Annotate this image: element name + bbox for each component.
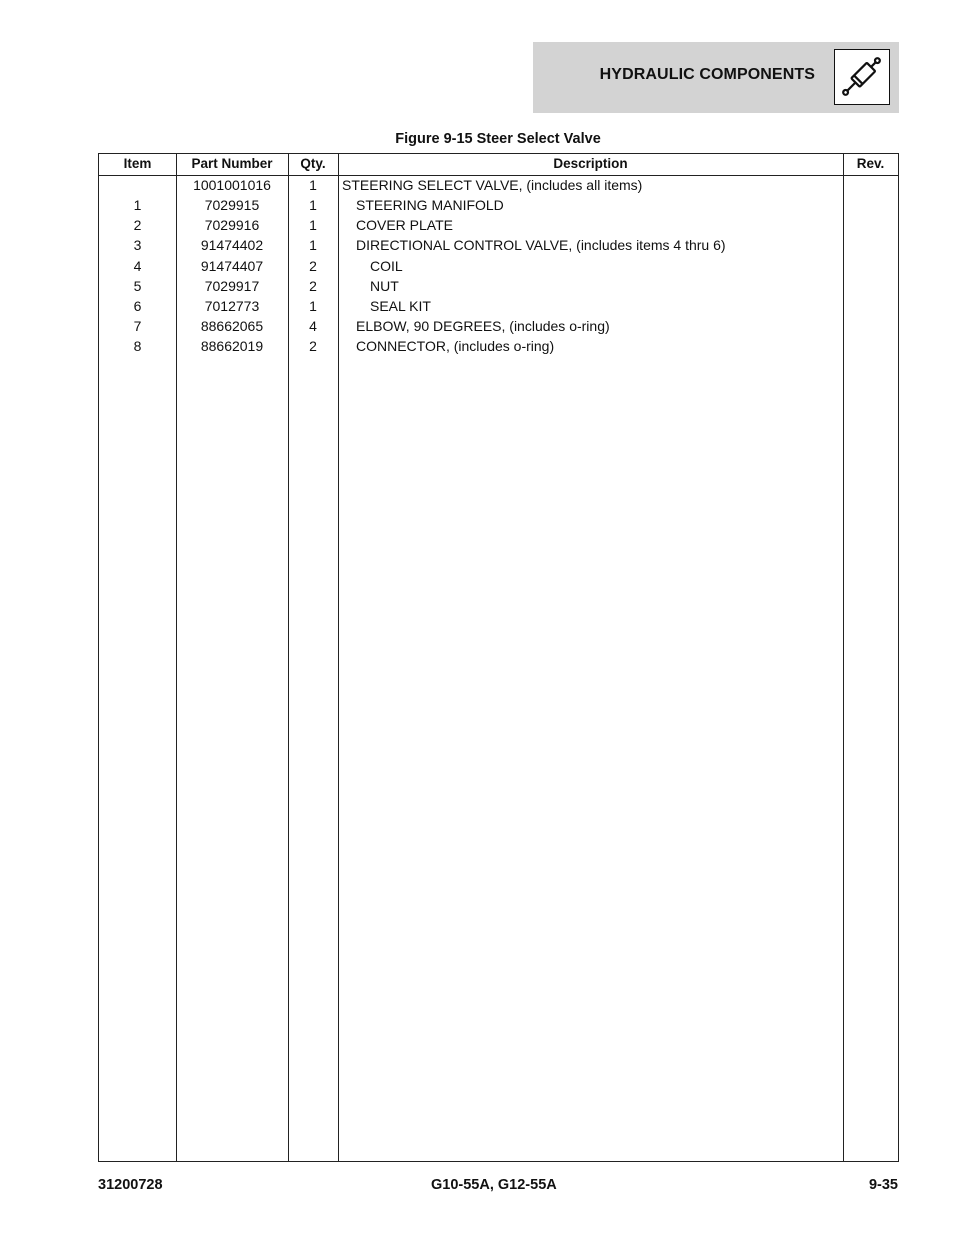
qty-cell: 2 bbox=[309, 257, 317, 274]
table-row bbox=[99, 276, 898, 296]
table-row bbox=[99, 336, 898, 356]
description-cell: COIL bbox=[370, 257, 403, 274]
part-number-cell: 91474407 bbox=[200, 257, 264, 274]
section-title: HYDRAULIC COMPONENTS bbox=[599, 66, 815, 83]
section-header bbox=[533, 42, 899, 113]
description-cell: ELBOW, 90 DEGREES, (includes o-ring) bbox=[356, 318, 610, 335]
part-number-cell: 88662019 bbox=[200, 338, 264, 355]
description-cell: CONNECTOR, (includes o-ring) bbox=[356, 338, 555, 355]
part-number-cell: 88662065 bbox=[200, 318, 264, 335]
table-header bbox=[99, 154, 898, 176]
part-number-cell: 7029916 bbox=[204, 217, 260, 234]
qty-cell: 1 bbox=[309, 297, 317, 314]
item-cell: 6 bbox=[133, 297, 142, 314]
part-number-cell: 7012773 bbox=[204, 297, 260, 314]
item-cell: 5 bbox=[133, 277, 142, 294]
description-cell: COVER PLATE bbox=[356, 217, 453, 234]
part-number-cell: 1001001016 bbox=[193, 177, 271, 193]
header-part-number: Part Number bbox=[191, 156, 273, 171]
item-cell: 1 bbox=[133, 197, 142, 214]
item-cell: 2 bbox=[133, 217, 142, 234]
item-cell: 8 bbox=[133, 338, 142, 355]
table-row bbox=[99, 175, 898, 195]
qty-cell: 1 bbox=[309, 177, 317, 193]
figure-title: Figure 9-15 Steer Select Valve bbox=[395, 131, 601, 147]
qty-cell: 1 bbox=[309, 237, 317, 254]
item-cell: 7 bbox=[133, 318, 142, 335]
header-description: Description bbox=[553, 156, 628, 171]
header-rev: Rev. bbox=[856, 156, 885, 171]
document-number: 31200728 bbox=[98, 1177, 163, 1193]
item-cell: 3 bbox=[133, 237, 142, 254]
description-cell: SEAL KIT bbox=[370, 297, 431, 314]
parts-table bbox=[98, 153, 899, 1162]
table-row bbox=[99, 296, 898, 316]
part-number-cell: 91474402 bbox=[200, 237, 264, 254]
qty-cell: 2 bbox=[309, 277, 317, 294]
model-numbers: G10-55A, G12-55A bbox=[431, 1177, 557, 1193]
qty-cell: 2 bbox=[309, 338, 317, 355]
item-cell: 4 bbox=[133, 257, 142, 274]
qty-cell: 4 bbox=[309, 318, 317, 335]
qty-cell: 1 bbox=[309, 197, 317, 214]
description-cell: DIRECTIONAL CONTROL VALVE, (includes items 4 thru 6) bbox=[356, 237, 726, 254]
table-row bbox=[99, 316, 898, 336]
description-cell: STEERING MANIFOLD bbox=[356, 197, 504, 214]
description-cell: STEERING SELECT VALVE, (includes all items) bbox=[342, 177, 643, 193]
page-number: 9-35 bbox=[868, 1177, 898, 1193]
header-qty: Qty. bbox=[300, 156, 326, 171]
description-cell: NUT bbox=[370, 277, 399, 294]
part-number-cell: 7029917 bbox=[204, 277, 260, 294]
table-row bbox=[99, 235, 898, 255]
table-row bbox=[99, 256, 898, 276]
table-row bbox=[99, 195, 898, 215]
part-number-cell: 7029915 bbox=[204, 197, 260, 214]
header-item: Item bbox=[123, 156, 152, 171]
table-row bbox=[99, 215, 898, 235]
qty-cell: 1 bbox=[309, 217, 317, 234]
hydraulic-cylinder-icon bbox=[834, 49, 890, 105]
